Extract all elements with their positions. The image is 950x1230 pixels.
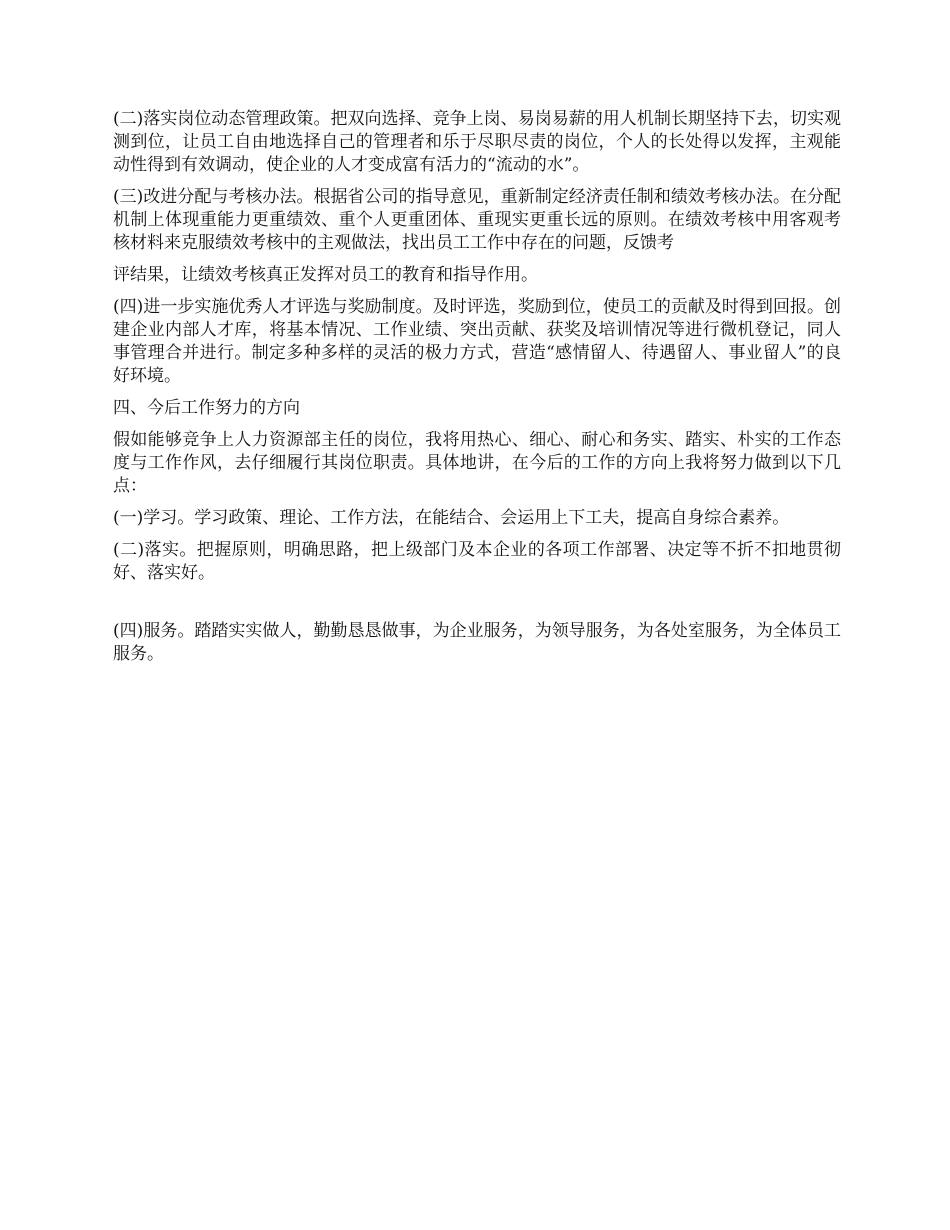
paragraph-study: (一)学习。学习政策、理论、工作方法，在能结合、会运用上下工夫，提高自身综合素养。 bbox=[113, 508, 790, 528]
paragraph-post-management: (二)落实岗位动态管理政策。把双向选择、竞争上岗、易岗易薪的用人机制长期坚持下去，切实观测到位，让员工自由地选择自己的管理者和乐于尽职尽责的岗位，个人的长处得以发挥，主观能动性得到有效调动，使企业的人才变成富有活力的“流动的水”。 bbox=[113, 109, 841, 175]
paragraph-talent-selection: (四)进一步实施优秀人才评选与奖励制度。及时评选，奖励到位，使员工的贡献及时得到回报。创建企业内部人才库，将基本情况、工作业绩、突出贡献、获奖及培训情况等进行微机登记，同人事管理合并进行。制定多种多样的灵活的极力方式，营造“感情留人、待遇留人、事业留人”的良好环境。 bbox=[113, 297, 841, 386]
paragraph-assessment-continued: 评结果，让绩效考核真正发挥对员工的教育和指导作用。 bbox=[113, 265, 538, 285]
paragraph-service: (四)服务。踏踏实实做人，勤勤恳恳做事，为企业服务，为领导服务，为各处室服务，为全体员工服务。 bbox=[113, 621, 841, 664]
paragraph-intro-future-work: 假如能够竞争上人力资源部主任的岗位，我将用热心、细心、耐心和务实、踏实、朴实的工作态度与工作作风，去仔细履行其岗位职责。具体地讲，在今后的工作的方向上我将努力做到以下几点： bbox=[113, 430, 841, 496]
paragraph-implement: (二)落实。把握原则，明确思路，把上级部门及本企业的各项工作部署、决定等不折不扣地贯彻好、落实好。 bbox=[113, 540, 841, 583]
document-body bbox=[113, 108, 841, 675]
paragraph-distribution-assessment: (三)改进分配与考核办法。根据省公司的指导意见，重新制定经济责任制和绩效考核办法。在分配机制上体现重能力更重绩效、重个人更重团体、重现实更重长远的原则。在绩效考核中用客观考核材料来克服绩效考核中的主观做法，找出员工工作中存在的问题，反馈考 bbox=[113, 187, 841, 253]
section-heading-future-direction: 四、今后工作努力的方向 bbox=[113, 398, 300, 418]
